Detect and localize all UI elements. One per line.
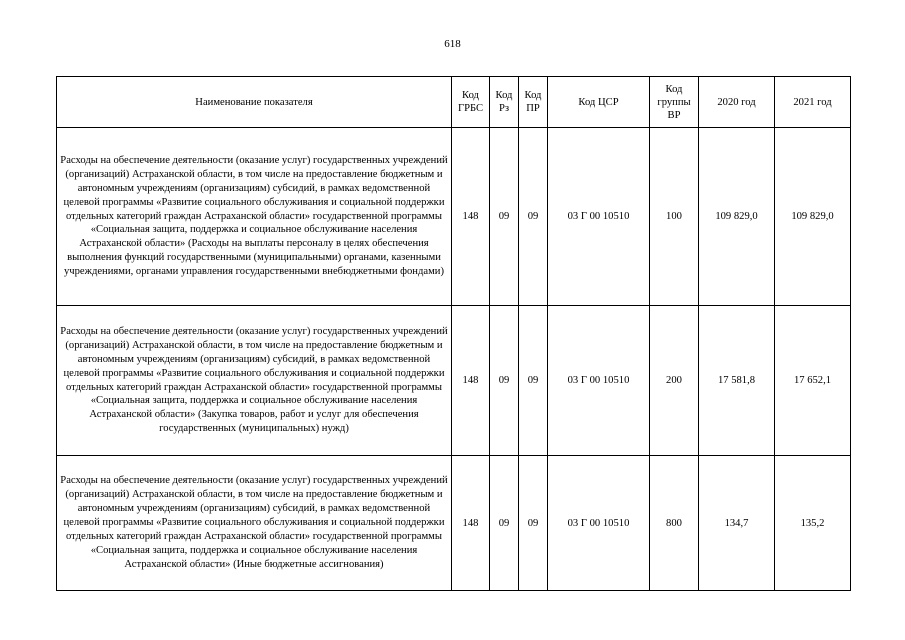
row-csr: 03 Г 00 10510 (548, 128, 650, 306)
header-vr: Код группы ВР (650, 77, 699, 128)
row-pr: 09 (519, 306, 548, 456)
table-header-row (57, 77, 851, 128)
table-row (57, 456, 851, 591)
row-name: Расходы на обеспечение деятельности (оказание услуг) государственных учреждений (организаций) Астраханской области, в том числе на предоставление бюджетным и автономным учреждениям (организациям) субсидий, в рамках ведомственной целевой программы «Развитие социального обслуживания и социальной поддержки отдельных категорий граждан Астраханской области» государственной программы «Социальная защита, поддержка и социальное обслуживание населения Астраханской области» (Иные бюджетные ассигнования) (57, 456, 452, 591)
row-rz: 09 (490, 128, 519, 306)
row-name: Расходы на обеспечение деятельности (оказание услуг) государственных учреждений (организаций) Астраханской области, в том числе на предоставление бюджетным и автономным учреждениям (организациям) субсидий, в рамках ведомственной целевой программы «Развитие социального обслуживания и социальной поддержки отдельных категорий граждан Астраханской области» государственной программы «Социальная защита, поддержка и социальное обслуживание населения Астраханской области» (Расходы на выплаты персоналу в целях обеспечения выполнения функций государственными (муниципальными) органами, казенными учреждениями, органами управления государственными внебюджетными фондами) (57, 128, 452, 306)
row-rz: 09 (490, 456, 519, 591)
row-rz: 09 (490, 306, 519, 456)
page-number: 618 (444, 38, 461, 50)
row-vr: 800 (650, 456, 699, 591)
row-pr: 09 (519, 456, 548, 591)
row-vr: 200 (650, 306, 699, 456)
row-2020: 17 581,8 (699, 306, 775, 456)
header-rz: Код Рз (490, 77, 519, 128)
row-grbs: 148 (452, 456, 490, 591)
table-row (57, 306, 851, 456)
row-2021: 109 829,0 (775, 128, 851, 306)
header-2020: 2020 год (699, 77, 775, 128)
row-csr: 03 Г 00 10510 (548, 456, 650, 591)
row-2020: 109 829,0 (699, 128, 775, 306)
row-pr: 09 (519, 128, 548, 306)
row-2021: 17 652,1 (775, 306, 851, 456)
header-pr: Код ПР (519, 77, 548, 128)
budget-table (56, 76, 851, 591)
row-grbs: 148 (452, 306, 490, 456)
header-name: Наименование показателя (57, 77, 452, 128)
row-name: Расходы на обеспечение деятельности (оказание услуг) государственных учреждений (организаций) Астраханской области, в том числе на предоставление бюджетным и автономным учреждениям (организациям) субсидий, в рамках ведомственной целевой программы «Развитие социального обслуживания и социальной поддержки отдельных категорий граждан Астраханской области» государственной программы «Социальная защита, поддержка и социальное обслуживание населения Астраханской области» (Закупка товаров, работ и услуг для обеспечения государственных (муниципальных) нужд) (57, 306, 452, 456)
header-2021: 2021 год (775, 77, 851, 128)
table-row (57, 128, 851, 306)
row-2021: 135,2 (775, 456, 851, 591)
row-2020: 134,7 (699, 456, 775, 591)
header-grbs: Код ГРБС (452, 77, 490, 128)
row-grbs: 148 (452, 128, 490, 306)
row-vr: 100 (650, 128, 699, 306)
row-csr: 03 Г 00 10510 (548, 306, 650, 456)
header-csr: Код ЦСР (548, 77, 650, 128)
